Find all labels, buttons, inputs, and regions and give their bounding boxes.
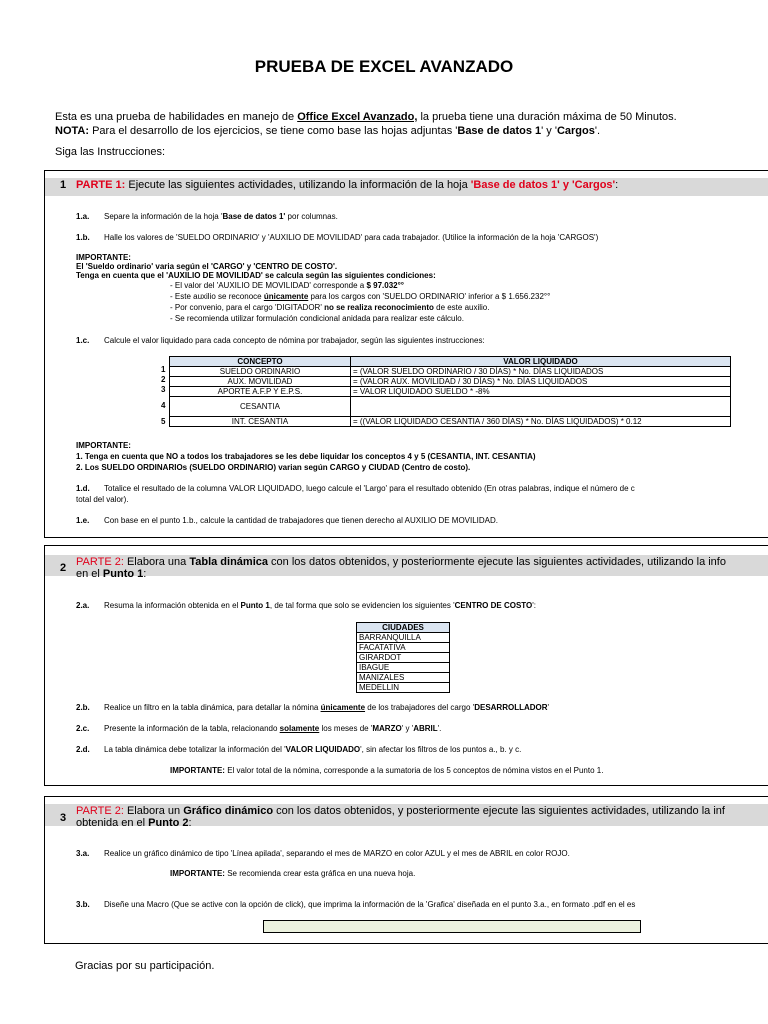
row-number: 2 [161, 375, 166, 384]
intro-line-1 [55, 111, 677, 123]
step-label: 1.a. [76, 212, 90, 221]
part-label: PARTE 1: [76, 179, 126, 191]
condition-emphasis: no se realiza reconocimiento [324, 303, 434, 312]
important-note [170, 869, 415, 878]
part-1-number: 1 [60, 179, 67, 191]
condition-line: - Se recomienda utilizar formulación condicional anidada para realizar este cálculo. [170, 314, 464, 323]
step-text: '. [437, 724, 442, 733]
step-emphasis: CENTRO DE COSTO [454, 601, 533, 610]
part-text: : [615, 179, 619, 191]
table-row [357, 673, 450, 683]
table-row [170, 377, 731, 387]
intro-text: la prueba tiene una duración máxima de 50 Minutos. [417, 111, 677, 123]
footer-thanks: Gracias por su participación. [75, 960, 215, 972]
step-1d-text-cont: total del valor). [76, 495, 129, 504]
table-row [357, 633, 450, 643]
instructions-label: Siga las Instrucciones: [55, 146, 166, 158]
step-1d-text: Totalice el resultado de la columna VALOR LIQUIDADO, luego calcule el 'Largo' para el resultado obtenido (En otras palabras, indique el número de c [104, 484, 635, 493]
concept-table [169, 356, 731, 427]
row-number: 4 [161, 401, 166, 410]
part-emphasis: Gráfico dinámico [183, 805, 274, 817]
column-header: CIUDADES [357, 623, 450, 633]
important-line: 2. Los SUELDO ORDINARIOs (SUELDO ORDINARIO) varian según CARGO y CIUDAD (Centro de costo). [76, 463, 471, 472]
step-text: , de tal forma que solo se evidencien los siguientes ' [269, 601, 455, 610]
step-label: 1.b. [76, 233, 90, 242]
note-label: NOTA: [55, 125, 90, 137]
part-text: Elabora un [123, 805, 184, 817]
step-emphasis: únicamente [320, 703, 366, 712]
part-3-section [44, 796, 768, 944]
table-row [357, 653, 450, 663]
step-emphasis: MARZO [372, 724, 402, 733]
step-label: 3.b. [76, 900, 90, 909]
part-2-section [44, 545, 768, 786]
step-2a-text [104, 601, 536, 610]
part-text: Elabora una [123, 556, 190, 568]
step-emphasis: Punto 1 [240, 601, 270, 610]
step-1a-text [104, 212, 338, 221]
step-3b-text: Diseñe una Macro (Que se active con la opción de click), que imprima la información de la 'Grafica' diseñada en el punto 3.a., en formato .pdf en el es [104, 900, 636, 909]
important-title: IMPORTANTE: [76, 441, 131, 450]
important-note [170, 766, 603, 775]
step-text: Resuma la información obtenida en el [104, 601, 241, 610]
step-text: de los trabajadores del cargo ' [365, 703, 475, 712]
value-cell: = (VALOR AUX. MOVILIDAD / 30 DÍAS) * No. DÍAS LIQUIDADOS [351, 377, 731, 387]
step-text: ' [547, 703, 550, 712]
macro-button-cell[interactable] [263, 920, 641, 933]
part-text: en el [76, 568, 103, 580]
part-text: Ejecute las siguientes actividades, utilizando la información de la hoja [125, 179, 471, 191]
part-2-title [76, 556, 726, 568]
intro-text: ' y ' [541, 125, 557, 137]
step-1e-text: Con base en el punto 1.b., calcule la cantidad de trabajadores que tienen derecho al AUXILIO DE MOVILIDAD. [104, 516, 499, 525]
sheet-name: Base de datos 1 [457, 125, 542, 137]
important-title: IMPORTANTE: [76, 253, 131, 262]
page-title: PRUEBA DE EXCEL AVANZADO [254, 57, 514, 76]
step-text: Realice un filtro en la tabla dinámica, para detallar la nómina [104, 703, 321, 712]
table-row [170, 387, 731, 397]
row-number: 3 [161, 385, 166, 394]
table-row [357, 683, 450, 693]
important-label: IMPORTANTE: [170, 869, 225, 878]
step-emphasis: VALOR LIQUIDADO [285, 745, 361, 754]
step-1b-text: Halle los valores de 'SUELDO ORDINARIO' y 'AUXILIO DE MOVILIDAD' para cada trabajador. (Utilice la información de la hoja 'CARGOS') [104, 233, 599, 242]
condition-text: para los cargos con 'SUELDO ORDINARIO' inferior a $ 1.656.232°° [308, 292, 551, 301]
table-row [357, 643, 450, 653]
part-label: PARTE 2: [76, 556, 124, 568]
step-text: por columnas. [285, 212, 338, 221]
condition-text: de este auxilio. [433, 303, 490, 312]
intro-highlight: Office Excel Avanzado, [297, 111, 418, 123]
condition-emphasis: únicamente [263, 292, 309, 301]
step-2c-text [104, 724, 441, 733]
city-cell: MEDELLIN [357, 683, 450, 693]
table-row [170, 367, 731, 377]
value-cell: = VALOR LIQUIDADO SUELDO * -8% [351, 387, 731, 397]
city-cell: IBAGUE [357, 663, 450, 673]
value-cell: = (VALOR SUELDO ORDINARIO / 30 DÍAS) * No. DÍAS LIQUIDADOS [351, 367, 731, 377]
condition-line [170, 303, 489, 312]
step-text: ': [532, 601, 537, 610]
part-emphasis: Punto 1 [102, 568, 144, 580]
condition-text: - El valor del 'AUXILIO DE MOVILIDAD' corresponde a [170, 281, 367, 290]
intro-text: Esta es una prueba de habilidades en manejo de [55, 111, 298, 123]
intro-line-2 [55, 125, 600, 137]
concept-cell: CESANTIA [170, 397, 351, 417]
part-1-section [44, 170, 768, 538]
table-row [170, 397, 731, 417]
step-text: ' y ' [401, 724, 414, 733]
important-line: 1. Tenga en cuenta que NO a todos los trabajadores se les debe liquidar los conceptos 4 y 5 (CESANTIA, INT. CESANTIA) [76, 452, 536, 461]
part-text: obtenida en el [76, 817, 149, 829]
column-header: VALOR LIQUIDADO [351, 357, 731, 367]
intro-text: Para el desarrollo de los ejercicios, se tiene como base las hojas adjuntas ' [89, 125, 458, 137]
step-label: 2.b. [76, 703, 90, 712]
part-emphasis: Tabla dinámica [189, 556, 268, 568]
part-1-title [76, 179, 618, 191]
city-cell: GIRARDOT [357, 653, 450, 663]
part-label: PARTE 2: [76, 805, 124, 817]
concept-cell: INT. CESANTIA [170, 417, 351, 427]
important-line: El 'Sueldo ordinario' varia según el 'CARGO' y 'CENTRO DE COSTO'. [76, 262, 338, 271]
part-3-title [76, 805, 725, 817]
part-2-title-cont [76, 568, 146, 580]
step-text: Separe la información de la hoja ' [104, 212, 223, 221]
sheet-name: Base de datos 1' [222, 212, 286, 221]
column-header: CONCEPTO [170, 357, 351, 367]
value-cell: = ((VALOR LIQUIDADO CESANTIA / 360 DÍAS) * No. DÍAS LIQUIDADOS) * 0.12 [351, 417, 731, 427]
part-3-title-cont [76, 817, 192, 829]
part-3-number: 3 [60, 812, 67, 824]
value-cell [351, 397, 731, 417]
condition-line [170, 281, 404, 290]
concept-cell: APORTE A.F.P Y E.P.S. [170, 387, 351, 397]
step-text: los meses de ' [319, 724, 373, 733]
part-emphasis: Punto 2 [148, 817, 189, 829]
part-text: : [188, 817, 192, 829]
cities-table [356, 622, 450, 693]
table-row [170, 417, 731, 427]
step-label: 1.e. [76, 516, 90, 525]
intro-text: '. [594, 125, 601, 137]
step-emphasis: DESARROLLADOR [474, 703, 548, 712]
step-text: La tabla dinámica debe totalizar la información del ' [104, 745, 286, 754]
condition-line [170, 292, 550, 301]
step-label: 1.d. [76, 484, 90, 493]
important-line: Tenga en cuenta que el 'AUXILIO DE MOVILIDAD' se calcula según las siguientes condiciones: [76, 271, 436, 280]
step-label: 2.c. [76, 724, 90, 733]
row-number: 1 [161, 365, 166, 374]
step-text: ', sin afectar los filtros de los puntos a., b. y c. [360, 745, 522, 754]
sheet-name: Cargos [556, 125, 595, 137]
step-label: 2.d. [76, 745, 90, 754]
part-text: con los datos obtenidos, y posteriormente ejecute las siguientes actividades, utilizando la inf [273, 805, 725, 817]
step-2b-text [104, 703, 549, 712]
part-text: con los datos obtenidos, y posteriormente ejecute las siguientes actividades, utilizando la info [267, 556, 726, 568]
step-3a-text: Realice un gráfico dinámico de tipo 'Línea apilada', separando el mes de MARZO en color AZUL y el mes de ABRIL en color ROJO. [104, 849, 570, 858]
step-2d-text [104, 745, 521, 754]
condition-text: - Este auxilio se reconoce [170, 292, 264, 301]
table-row [357, 663, 450, 673]
important-text: El valor total de la nómina, corresponde a la sumatoria de los 5 conceptos de nómina vistos en el Punto 1. [224, 766, 604, 775]
step-label: 2.a. [76, 601, 90, 610]
important-text: Se recomienda crear esta gráfica en una nueva hoja. [224, 869, 416, 878]
concept-cell: SUELDO ORDINARIO [170, 367, 351, 377]
city-cell: MANIZALES [357, 673, 450, 683]
step-label: 3.a. [76, 849, 90, 858]
step-text: Presente la información de la tabla, relacionando [104, 724, 280, 733]
part-text: : [143, 568, 147, 580]
condition-value: $ 97.032°° [366, 281, 405, 290]
row-number: 5 [161, 417, 166, 426]
concept-cell: AUX. MOVILIDAD [170, 377, 351, 387]
step-emphasis: solamente [279, 724, 320, 733]
city-cell: BARRANQUILLA [357, 633, 450, 643]
step-emphasis: ABRIL [413, 724, 438, 733]
part-sheets: 'Base de datos 1' y 'Cargos' [470, 179, 616, 191]
city-cell: FACATATIVA [357, 643, 450, 653]
important-label: IMPORTANTE: [170, 766, 225, 775]
step-label: 1.c. [76, 336, 90, 345]
part-2-number: 2 [60, 562, 67, 574]
step-1c-text: Calcule el valor liquidado para cada concepto de nómina por trabajador, según las siguientes instrucciones: [104, 336, 485, 345]
condition-text: - Por convenio, para el cargo 'DIGITADOR' [170, 303, 325, 312]
